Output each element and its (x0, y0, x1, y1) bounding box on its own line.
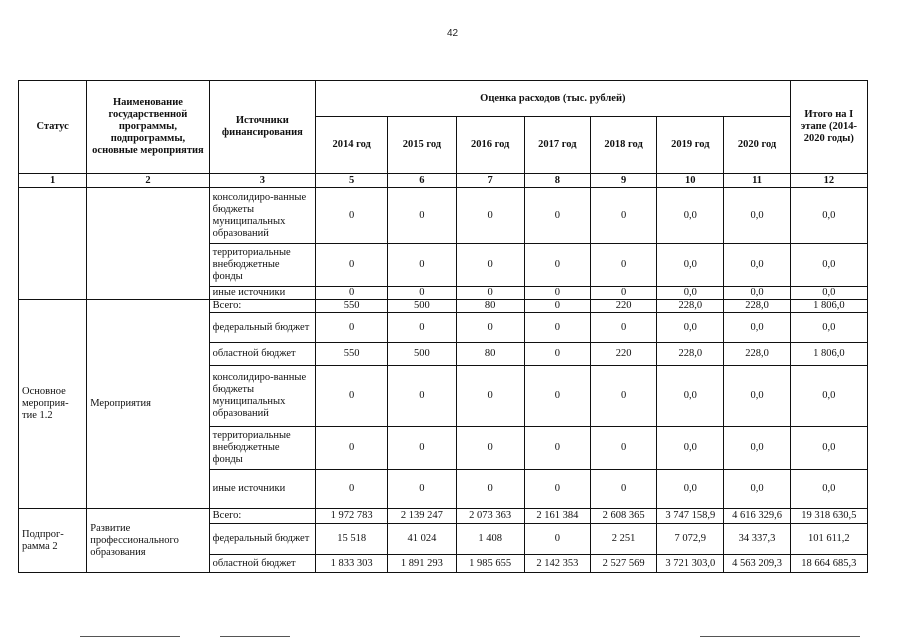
year-value-cell: 550 (316, 343, 388, 366)
total-value-cell: 0,0 (790, 366, 867, 427)
year-value-cell: 0 (456, 287, 524, 300)
year-value-cell: 0 (590, 244, 656, 287)
year-value-cell: 3 721 303,0 (657, 555, 724, 573)
year-value-cell: 0 (316, 313, 388, 343)
page-number: 42 (446, 28, 459, 39)
year-value-cell: 0,0 (657, 366, 724, 427)
header-year: 2018 год (590, 117, 656, 174)
total-value-cell: 19 318 630,5 (790, 509, 867, 524)
year-value-cell: 0 (590, 470, 656, 509)
year-value-cell: 0 (316, 188, 388, 244)
funding-source-cell: федеральный бюджет (209, 313, 315, 343)
year-value-cell: 0 (388, 244, 456, 287)
year-value-cell: 0 (388, 188, 456, 244)
year-value-cell: 1 972 783 (316, 509, 388, 524)
funding-source-cell: областной бюджет (209, 555, 315, 573)
year-value-cell: 220 (590, 343, 656, 366)
year-value-cell: 0 (524, 366, 590, 427)
year-value-cell: 0 (524, 244, 590, 287)
column-number: 10 (657, 174, 724, 188)
year-value-cell: 0 (524, 343, 590, 366)
year-value-cell: 0 (524, 287, 590, 300)
year-value-cell: 0 (456, 427, 524, 470)
header-year: 2014 год (316, 117, 388, 174)
program-name-cell: Развитие профессионального образования (87, 509, 209, 573)
year-value-cell: 0,0 (657, 313, 724, 343)
year-value-cell: 0 (456, 244, 524, 287)
year-value-cell: 0 (316, 427, 388, 470)
year-value-cell: 0 (524, 300, 590, 313)
status-cell: Основное мероприя-тие 1.2 (19, 300, 87, 509)
column-number: 8 (524, 174, 590, 188)
year-value-cell: 0 (524, 470, 590, 509)
year-value-cell: 0,0 (724, 244, 790, 287)
total-value-cell: 18 664 685,3 (790, 555, 867, 573)
year-value-cell: 2 139 247 (388, 509, 456, 524)
year-value-cell: 0 (316, 366, 388, 427)
year-value-cell: 2 073 363 (456, 509, 524, 524)
funding-source-cell: иные источники (209, 287, 315, 300)
column-number: 3 (209, 174, 315, 188)
funding-source-cell: территориальные внебюджетные фонды (209, 427, 315, 470)
year-value-cell: 0,0 (657, 244, 724, 287)
year-value-cell: 4 616 329,6 (724, 509, 790, 524)
year-value-cell: 4 563 209,3 (724, 555, 790, 573)
year-value-cell: 0,0 (657, 188, 724, 244)
program-name-cell (87, 188, 209, 300)
year-value-cell: 1 891 293 (388, 555, 456, 573)
year-value-cell: 0 (388, 427, 456, 470)
header-total: Итого на I этапе (2014-2020 годы) (790, 81, 867, 174)
year-value-cell: 0 (388, 470, 456, 509)
year-value-cell: 0 (388, 366, 456, 427)
total-value-cell: 0,0 (790, 313, 867, 343)
total-value-cell: 1 806,0 (790, 300, 867, 313)
column-number-row (19, 174, 868, 188)
year-value-cell: 7 072,9 (657, 524, 724, 555)
column-number: 5 (316, 174, 388, 188)
year-value-cell: 0 (590, 313, 656, 343)
total-value-cell: 0,0 (790, 427, 867, 470)
funding-source-cell: Всего: (209, 509, 315, 524)
year-value-cell: 0 (316, 470, 388, 509)
year-value-cell: 0 (388, 287, 456, 300)
budget-table (18, 80, 868, 573)
header-year: 2016 год (456, 117, 524, 174)
year-value-cell: 500 (388, 300, 456, 313)
year-value-cell: 1 833 303 (316, 555, 388, 573)
header-year: 2015 год (388, 117, 456, 174)
total-value-cell: 0,0 (790, 287, 867, 300)
year-value-cell: 34 337,3 (724, 524, 790, 555)
header-year: 2017 год (524, 117, 590, 174)
year-value-cell: 0,0 (724, 427, 790, 470)
year-value-cell: 228,0 (724, 300, 790, 313)
header-estimate: Оценка расходов (тыс. рублей) (316, 81, 791, 117)
year-value-cell: 80 (456, 300, 524, 313)
year-value-cell: 0 (524, 524, 590, 555)
column-number: 9 (590, 174, 656, 188)
column-number: 12 (790, 174, 867, 188)
year-value-cell: 1 985 655 (456, 555, 524, 573)
column-number: 11 (724, 174, 790, 188)
funding-source-cell: консолидиро-ванные бюджеты муниципальных образований (209, 188, 315, 244)
total-value-cell: 1 806,0 (790, 343, 867, 366)
year-value-cell: 0 (590, 287, 656, 300)
program-name-cell: Мероприятия (87, 300, 209, 509)
header-sources: Источники финансирования (209, 81, 315, 174)
year-value-cell: 80 (456, 343, 524, 366)
column-number: 6 (388, 174, 456, 188)
column-number: 7 (456, 174, 524, 188)
funding-source-cell: Всего: (209, 300, 315, 313)
year-value-cell: 228,0 (657, 343, 724, 366)
header-year: 2019 год (657, 117, 724, 174)
year-value-cell: 0 (590, 427, 656, 470)
year-value-cell: 0,0 (724, 313, 790, 343)
year-value-cell: 220 (590, 300, 656, 313)
year-value-cell: 3 747 158,9 (657, 509, 724, 524)
year-value-cell: 0 (316, 287, 388, 300)
status-cell: Подпрог-рамма 2 (19, 509, 87, 573)
year-value-cell: 0,0 (724, 366, 790, 427)
year-value-cell: 0,0 (657, 470, 724, 509)
year-value-cell: 0 (456, 313, 524, 343)
table-body (19, 188, 868, 573)
year-value-cell: 2 608 365 (590, 509, 656, 524)
year-value-cell: 0 (456, 470, 524, 509)
header-year: 2020 год (724, 117, 790, 174)
year-value-cell: 2 251 (590, 524, 656, 555)
column-number: 1 (19, 174, 87, 188)
year-value-cell: 1 408 (456, 524, 524, 555)
year-value-cell: 228,0 (724, 343, 790, 366)
year-value-cell: 0 (524, 427, 590, 470)
funding-source-cell: федеральный бюджет (209, 524, 315, 555)
funding-source-cell: территориальные внебюджетные фонды (209, 244, 315, 287)
year-value-cell: 0 (456, 188, 524, 244)
column-number: 2 (87, 174, 209, 188)
year-value-cell: 2 142 353 (524, 555, 590, 573)
total-value-cell: 0,0 (790, 244, 867, 287)
year-value-cell: 15 518 (316, 524, 388, 555)
table-row (19, 188, 868, 244)
year-value-cell: 0,0 (724, 287, 790, 300)
year-value-cell: 2 161 384 (524, 509, 590, 524)
year-value-cell: 0 (388, 313, 456, 343)
year-value-cell: 0 (524, 188, 590, 244)
year-value-cell: 0,0 (657, 427, 724, 470)
year-value-cell: 0 (590, 188, 656, 244)
year-value-cell: 0 (456, 366, 524, 427)
funding-source-cell: иные источники (209, 470, 315, 509)
year-value-cell: 0,0 (724, 188, 790, 244)
funding-source-cell: консолидиро-ванные бюджеты муниципальных образований (209, 366, 315, 427)
scan-artifact (80, 636, 180, 637)
year-value-cell: 2 527 569 (590, 555, 656, 573)
table-row (19, 509, 868, 524)
year-value-cell: 0 (590, 366, 656, 427)
header-status: Статус (19, 81, 87, 174)
table-row (19, 300, 868, 313)
total-value-cell: 0,0 (790, 470, 867, 509)
total-value-cell: 0,0 (790, 188, 867, 244)
year-value-cell: 41 024 (388, 524, 456, 555)
year-value-cell: 0 (316, 244, 388, 287)
scan-artifact (700, 636, 860, 637)
year-value-cell: 0 (524, 313, 590, 343)
header-name: Наименование государственной программы, подпрограммы, основные мероприятия (87, 81, 209, 174)
year-value-cell: 228,0 (657, 300, 724, 313)
funding-source-cell: областной бюджет (209, 343, 315, 366)
year-value-cell: 0,0 (724, 470, 790, 509)
scan-artifact (220, 636, 290, 637)
year-value-cell: 500 (388, 343, 456, 366)
status-cell (19, 188, 87, 300)
year-value-cell: 550 (316, 300, 388, 313)
year-value-cell: 0,0 (657, 287, 724, 300)
total-value-cell: 101 611,2 (790, 524, 867, 555)
